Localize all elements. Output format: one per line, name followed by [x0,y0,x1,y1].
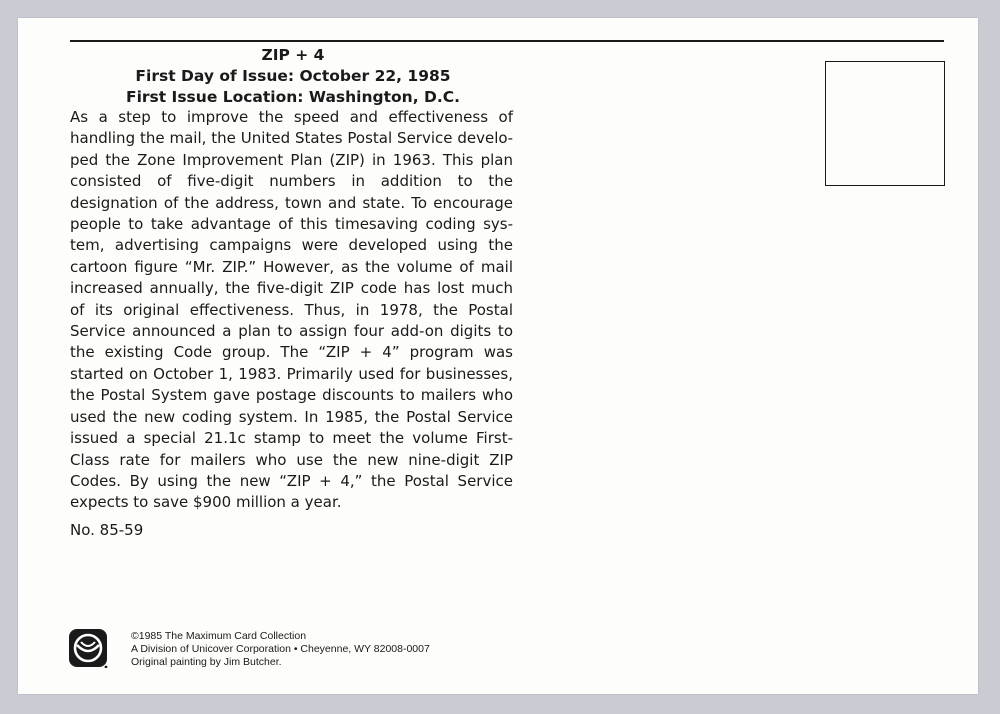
unicover-logo-icon [68,628,108,668]
description-text: As a step to improve the speed and effectiveness of handling the mail, the United States Postal Service developed the Zone Improvement Plan (ZIP) in 1963. This plan consisted of five-digit numbers in addition to the designation of the address, town and state. To encourage people to take advantage of this timesaving coding system, advertising campaigns were developed using the cartoon figure “Mr. ZIP.” However, as the volume of mail increased annually, the five-digit ZIP code has lost much of its original effectiveness. Thus, in 1978, the Postal Service announced a plan to assign four add-on digits to the existing Code group. The “ZIP + 4” program was started on October 1, 1983. Primarily used for businesses, the Postal System gave postage discounts to mailers who used the new coding system. In 1985, the Postal Service issued a special 21.1c stamp to meet the volume First-Class rate for mailers who use the new nine-digit ZIP Codes. By using the new “ZIP + 4,” the Postal Service expects to save $900 million a year. [70,108,513,512]
postcard-back [18,18,978,694]
publisher-address-line: A Division of Unicover Corporation • Cheyenne, WY 82008-0007 [131,642,430,655]
copyright-line: ©1985 The Maximum Card Collection [131,630,307,642]
first-day-of-issue: First Day of Issue: October 22, 1985 [135,67,451,85]
issue-title: ZIP + 4 [261,46,325,64]
stamp-placement-box [825,61,945,186]
painting-credit-line: Original painting by Jim Butcher. [131,655,282,668]
first-issue-location: First Issue Location: Washington, D.C. [125,88,460,106]
catalog-number: No. 85-59 [70,521,144,539]
top-rule [70,40,944,42]
card-header [70,45,516,108]
publisher-credits [131,630,430,668]
